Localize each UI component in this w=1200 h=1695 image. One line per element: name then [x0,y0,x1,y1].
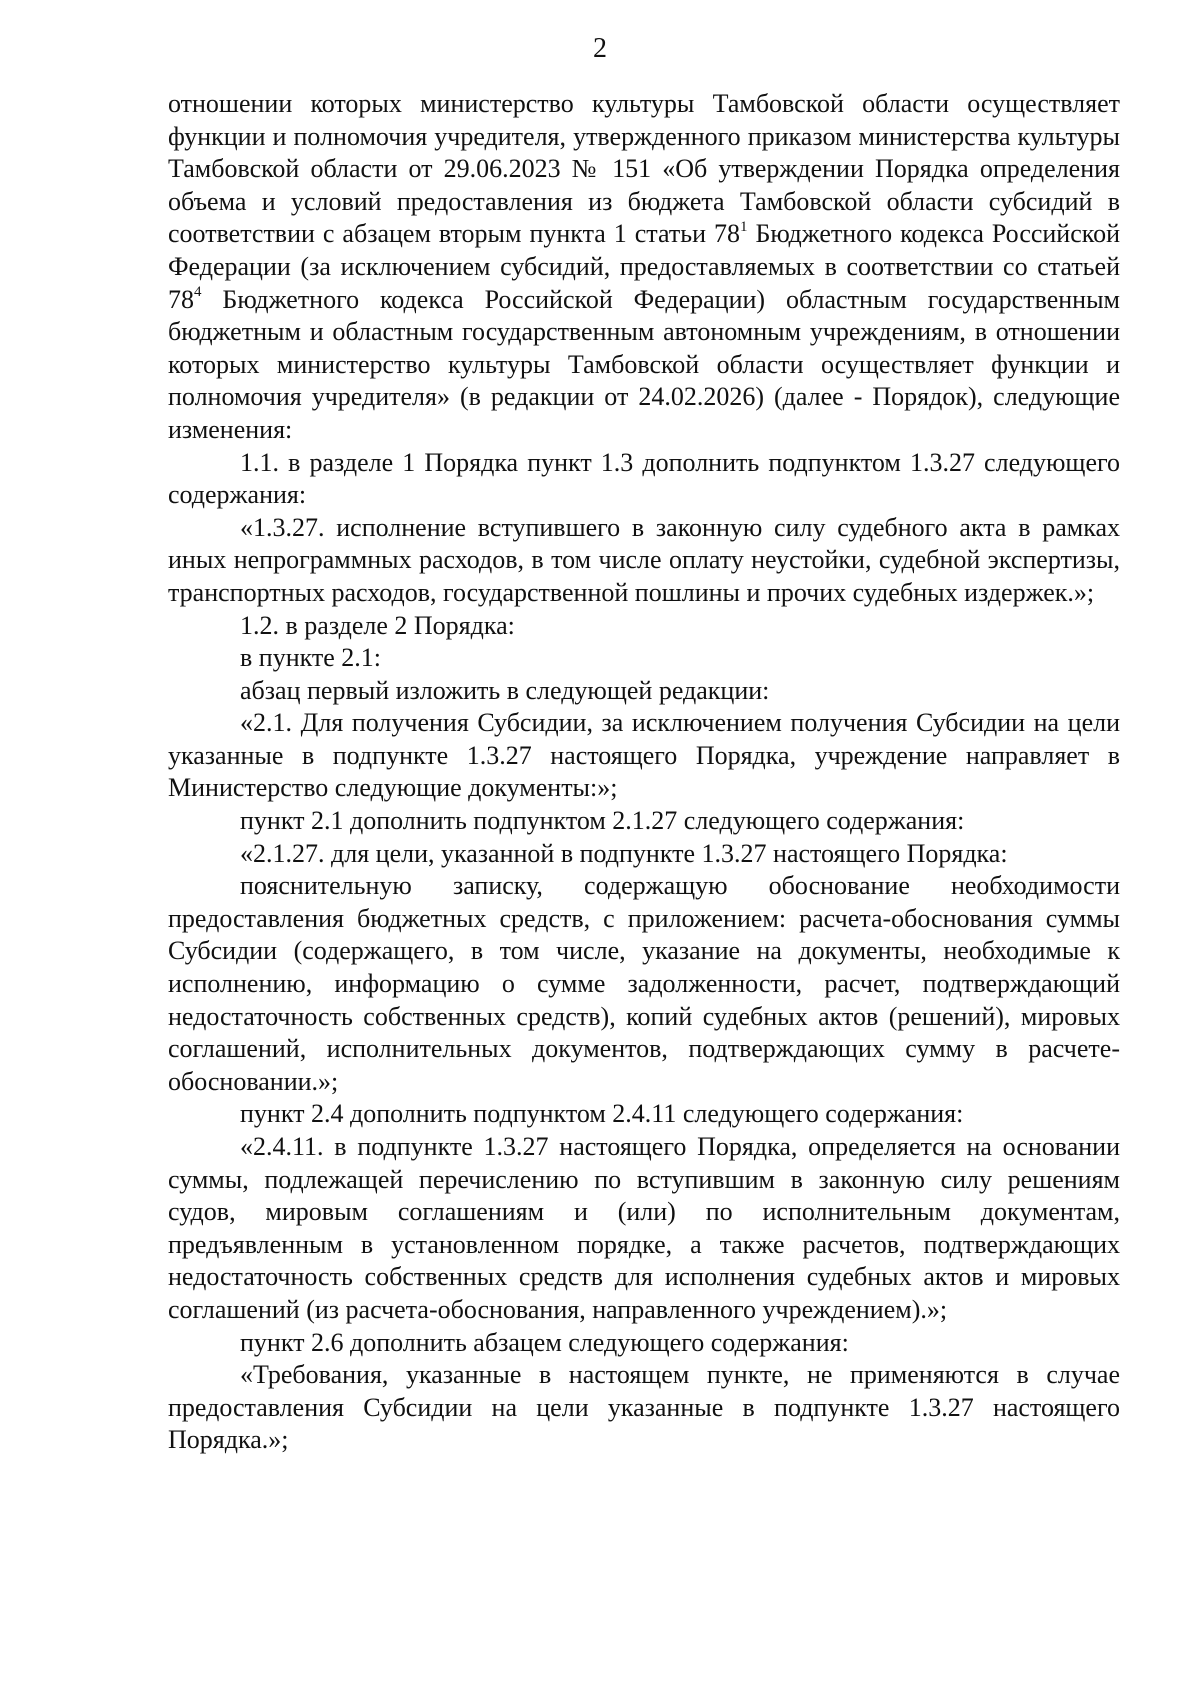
quote-1-3-27: «1.3.27. исполнение вступившего в законную силу судебного акта в рамках иных непрограммных расходов, в том числе оплату неустойки, судебной экспертизы, транспортных расходов, государственной пошлины и прочих судебных издержек.»; [168,512,1120,607]
intro-paragraph: отношении которых министерство культуры Тамбовской области осуществляет функции и полномочия учредителя, утвержденного приказом министерства культуры Тамбовской области от 29.06.2023 № 151 «Об утверждении Порядка определения объема и условий предоставления из бюджета Тамбовской области субсидий в соответствии с абзацем вторым пункта 1 статьи $78^1$ Бюджетного кодекса Российской Федерации (за исключением субсидий, предоставляемых в соответствии со статьей $78^4$ Бюджетного кодекса Российской Федерации) областным государственным бюджетным и областным государственным автономным учреждениям, в отношении которых министерство культуры Тамбовской области осуществляет функции и полномочия учредителя» (в редакции от 24.02.2026) (далее - Порядок), следующие изменения: [168,89,1120,444]
item-2-1-addition: пункт 2.1 дополнить подпунктом 2.1.27 следующего содержания: [240,806,965,836]
page-number: 2 [593,33,607,64]
explanatory-note-paragraph: пояснительную записку, содержащую обоснование необходимости предоставления бюджетных средств, с приложением: расчета-обоснования суммы Субсидии (содержащего, в том числе, указание на документы, необходимые к исполнению, информацию о сумме задолженности, расчет, подтверждающий недостаточность собственных средств), копий судебных актов (решений), мировых соглашений, исполнительных документов, подтверждающих сумму в расчете-обосновании.»; [168,871,1120,1096]
document-body [168,88,1120,1457]
first-paragraph-instruction: абзац первый изложить в следующей редакции: [240,675,770,705]
quote-2-4-11: «2.4.11. в подпункте 1.3.27 настоящего Порядка, определяется на основании суммы, подлежащей перечислению по вступившим в законную силу решениям судов, мировым соглашениям и (или) по исполнительным документам, предъявленным в установленном порядке, а также расчетов, подтверждающих недостаточность собственных средств для исполнения судебных актов и мировых соглашений (из расчета-обоснования, направленного учреждением).»; [168,1132,1120,1324]
quote-2-1: «2.1. Для получения Субсидии, за исключением получения Субсидии на цели указанные в подпункте 1.3.27 настоящего Порядка, учреждение направляет в Министерство следующие документы:»; [168,708,1120,803]
item-1-2: 1.2. в разделе 2 Порядка: [240,610,515,640]
item-2-4-addition: пункт 2.4 дополнить подпунктом 2.4.11 следующего содержания: [240,1099,964,1129]
quote-2-1-27: «2.1.27. для цели, указанной в подпункте 1.3.27 настоящего Порядка: [240,838,1008,868]
item-1-1: 1.1. в разделе 1 Порядка пункт 1.3 дополнить подпунктом 1.3.27 следующего содержания: [168,447,1120,510]
item-2-6-addition: пункт 2.6 дополнить абзацем следующего содержания: [240,1327,849,1357]
quote-2-6-requirements: «Требования, указанные в настоящем пункте, не применяются в случае предоставления Субсидии на цели указанные в подпункте 1.3.27 настоящего Порядка.»; [168,1360,1120,1455]
in-point-2-1: в пункте 2.1: [240,643,382,673]
